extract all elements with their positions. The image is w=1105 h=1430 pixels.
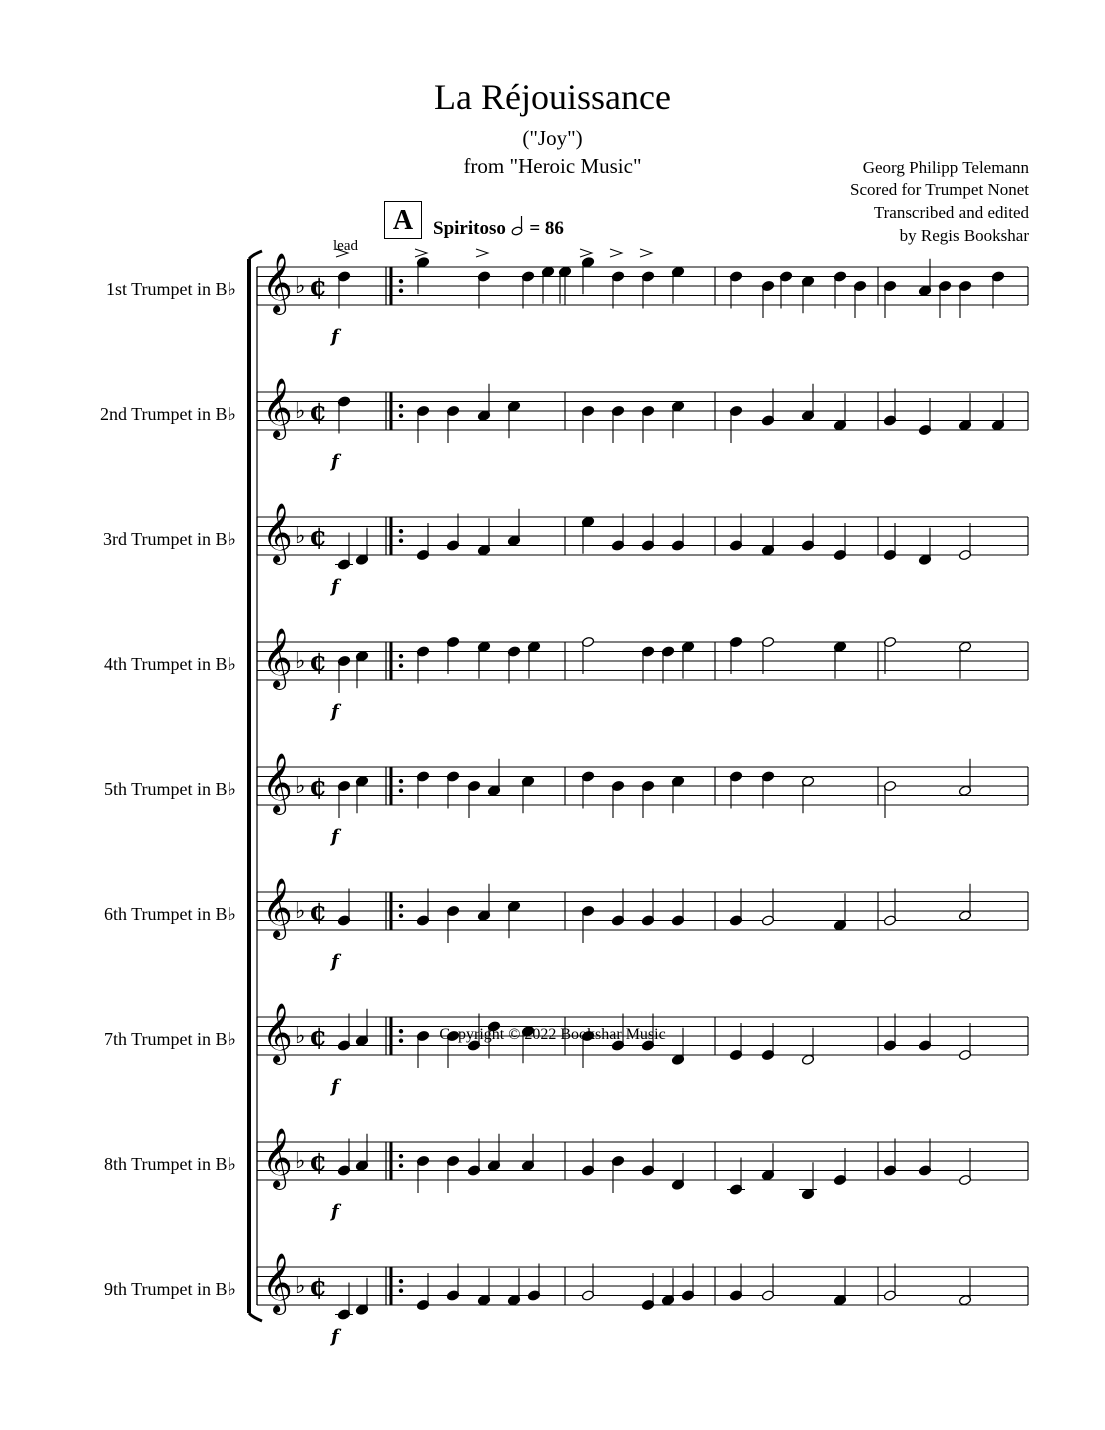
note	[958, 1268, 971, 1306]
key-flat-icon: ♭	[295, 649, 306, 674]
note	[918, 528, 931, 566]
note	[958, 523, 971, 561]
score-subtitle: ("Joy")	[522, 126, 583, 150]
note	[521, 1134, 534, 1172]
note	[641, 405, 654, 443]
note	[611, 271, 624, 309]
note	[883, 1139, 896, 1177]
accent-mark	[476, 249, 488, 257]
note	[833, 1148, 846, 1186]
note	[761, 1143, 774, 1181]
dynamic-marking: f	[331, 826, 339, 847]
instrument-label-1: 1st Trumpet in B♭	[105, 279, 236, 299]
transcriber-line-1: Transcribed and edited	[873, 203, 1029, 222]
note	[416, 889, 429, 927]
composer: Georg Philipp Telemann	[862, 158, 1029, 177]
note	[681, 641, 694, 679]
repeat-dot	[399, 654, 403, 658]
note	[446, 905, 459, 943]
cut-time-icon: ¢	[309, 1272, 328, 1302]
note	[581, 771, 594, 809]
note	[958, 759, 971, 797]
accent-mark	[580, 249, 592, 257]
instrument-label-2: 2nd Trumpet in B♭	[99, 404, 236, 424]
repeat-dot	[399, 779, 403, 783]
note	[487, 759, 500, 797]
note	[337, 889, 350, 927]
key-flat-icon: ♭	[295, 399, 306, 424]
repeat-dot	[399, 1289, 403, 1293]
note	[416, 771, 429, 809]
staff-9	[257, 1253, 1028, 1347]
score-title: La Réjouissance	[434, 77, 671, 117]
note	[991, 393, 1004, 431]
rehearsal-mark: A	[384, 201, 422, 239]
note	[507, 901, 520, 939]
repeat-dot	[399, 529, 403, 533]
note	[446, 636, 459, 674]
note	[729, 514, 742, 552]
note	[467, 1139, 480, 1177]
instrument-label-6: 6th Trumpet in B♭	[103, 904, 236, 924]
note	[661, 1268, 674, 1306]
dynamic-marking: f	[331, 326, 339, 347]
note	[355, 528, 368, 566]
note	[729, 636, 742, 674]
note	[477, 518, 490, 556]
staff-3	[257, 503, 1028, 597]
note	[355, 651, 368, 689]
staff-8	[257, 1128, 1028, 1222]
note	[833, 271, 846, 309]
note	[761, 889, 774, 927]
note	[581, 257, 594, 295]
treble-clef-icon: 𝄞	[262, 1253, 293, 1313]
note	[581, 636, 594, 674]
note	[958, 280, 971, 318]
instrument-label-7: 7th Trumpet in B♭	[103, 1029, 236, 1049]
note	[446, 514, 459, 552]
note	[446, 771, 459, 809]
repeat-dot	[399, 789, 403, 793]
cut-time-icon: ¢	[309, 647, 328, 677]
staff-6	[257, 878, 1028, 972]
note	[581, 905, 594, 943]
cut-time-icon: ¢	[309, 772, 328, 802]
note	[761, 771, 774, 809]
accent-mark	[336, 249, 348, 257]
note	[671, 401, 684, 439]
note	[958, 884, 971, 922]
note	[416, 1273, 429, 1311]
note	[729, 889, 742, 927]
note	[521, 776, 534, 814]
note	[671, 266, 684, 304]
note	[958, 1148, 971, 1186]
note	[883, 280, 896, 318]
note	[883, 523, 896, 561]
note	[477, 884, 490, 922]
treble-clef-icon: 𝄞	[262, 1128, 293, 1188]
cut-time-icon: ¢	[309, 522, 328, 552]
note	[477, 384, 490, 422]
note	[477, 641, 490, 679]
repeat-dot	[399, 289, 403, 293]
note	[671, 776, 684, 814]
note	[337, 780, 350, 818]
instrument-label-8: 8th Trumpet in B♭	[103, 1154, 236, 1174]
note	[446, 405, 459, 443]
note	[581, 1264, 594, 1302]
note	[337, 271, 350, 309]
note	[337, 655, 350, 693]
transcriber-line-2: by Regis Bookshar	[899, 226, 1029, 245]
note	[641, 1273, 654, 1311]
note	[581, 405, 594, 443]
note	[416, 646, 429, 684]
note	[416, 405, 429, 443]
note	[641, 271, 654, 309]
dynamic-marking: f	[331, 1326, 339, 1347]
copyright: Copyright © 2022 Bookshar Music	[439, 1026, 666, 1043]
key-flat-icon: ♭	[295, 274, 306, 299]
cut-time-icon: ¢	[309, 897, 328, 927]
treble-clef-icon: 𝄞	[262, 378, 293, 438]
staff-5	[257, 753, 1028, 847]
note	[611, 780, 624, 818]
repeat-dot	[399, 1154, 403, 1158]
note	[801, 776, 814, 814]
note	[335, 1283, 353, 1321]
key-flat-icon: ♭	[295, 1149, 306, 1174]
instrument-label-3: 3rd Trumpet in B♭	[102, 529, 236, 549]
note	[958, 393, 971, 431]
note	[335, 533, 353, 571]
note	[487, 1134, 500, 1172]
note	[661, 646, 674, 684]
note	[671, 889, 684, 927]
key-flat-icon: ♭	[295, 524, 306, 549]
note	[761, 518, 774, 556]
note	[799, 1162, 817, 1200]
repeat-dot	[399, 414, 403, 418]
note	[355, 1278, 368, 1316]
note	[991, 271, 1004, 309]
note	[958, 641, 971, 679]
note	[883, 780, 896, 818]
note	[729, 1264, 742, 1302]
note	[729, 771, 742, 809]
note	[727, 1158, 745, 1196]
note	[671, 514, 684, 552]
note	[507, 1268, 520, 1306]
treble-clef-icon: 𝄞	[262, 253, 293, 313]
repeat-dot	[399, 539, 403, 543]
note	[729, 405, 742, 443]
note	[477, 271, 490, 309]
note	[918, 259, 931, 297]
instrument-label-4: 4th Trumpet in B♭	[103, 654, 236, 674]
note	[801, 384, 814, 422]
note	[477, 1268, 490, 1306]
key-flat-icon: ♭	[295, 774, 306, 799]
note	[611, 405, 624, 443]
instrument-label-5: 5th Trumpet in B♭	[103, 779, 236, 799]
key-flat-icon: ♭	[295, 899, 306, 924]
note	[671, 1153, 684, 1191]
note	[521, 271, 534, 309]
note	[883, 636, 896, 674]
repeat-dot	[399, 1279, 403, 1283]
note	[938, 280, 951, 318]
note	[801, 514, 814, 552]
note	[641, 1139, 654, 1177]
note	[337, 1139, 350, 1177]
repeat-dot	[399, 404, 403, 408]
note	[581, 1139, 594, 1177]
note	[611, 1155, 624, 1193]
lead-direction: lead	[333, 238, 358, 254]
treble-clef-icon: 𝄞	[262, 753, 293, 813]
note	[729, 271, 742, 309]
scoring-note: Scored for Trumpet Nonet	[850, 180, 1029, 199]
note	[918, 398, 931, 436]
note	[833, 1268, 846, 1306]
note	[611, 514, 624, 552]
note	[446, 1155, 459, 1193]
cut-time-icon: ¢	[309, 272, 328, 302]
cut-time-icon: ¢	[309, 397, 328, 427]
staff-2	[257, 378, 1028, 472]
note	[779, 271, 792, 309]
note	[507, 401, 520, 439]
key-flat-icon: ♭	[295, 1024, 306, 1049]
treble-clef-icon: 𝄞	[262, 503, 293, 563]
repeat-dot	[399, 664, 403, 668]
note	[641, 780, 654, 818]
accent-mark	[640, 249, 652, 257]
note	[416, 257, 429, 295]
note	[581, 516, 594, 554]
accent-mark	[610, 249, 622, 257]
note	[641, 889, 654, 927]
note	[641, 646, 654, 684]
note	[761, 1264, 774, 1302]
cut-time-icon: ¢	[309, 1022, 328, 1052]
note	[507, 509, 520, 547]
note	[918, 1139, 931, 1177]
note	[761, 389, 774, 427]
note	[833, 523, 846, 561]
note	[467, 780, 480, 818]
staff-4	[257, 628, 1028, 722]
note	[527, 641, 540, 679]
cut-time-icon: ¢	[309, 1147, 328, 1177]
key-flat-icon: ♭	[295, 1274, 306, 1299]
accent-mark	[415, 249, 427, 257]
repeat-dot	[399, 279, 403, 283]
note	[681, 1264, 694, 1302]
dynamic-marking: f	[331, 451, 339, 472]
score-source: from "Heroic Music"	[463, 154, 642, 178]
instrument-label-9: 9th Trumpet in B♭	[103, 1279, 236, 1299]
note	[883, 1264, 896, 1302]
tempo-text: Spiritoso	[433, 218, 506, 239]
treble-clef-icon: 𝄞	[262, 878, 293, 938]
note	[833, 393, 846, 431]
dynamic-marking: f	[331, 1201, 339, 1222]
note	[446, 1264, 459, 1302]
note	[883, 889, 896, 927]
treble-clef-icon: 𝄞	[262, 628, 293, 688]
note	[507, 646, 520, 684]
dynamic-marking: f	[331, 576, 339, 597]
dynamic-marking: f	[331, 951, 339, 972]
repeat-dot	[399, 904, 403, 908]
note	[801, 276, 814, 314]
note	[761, 280, 774, 318]
note	[883, 389, 896, 427]
note	[355, 776, 368, 814]
repeat-dot	[399, 914, 403, 918]
note	[611, 889, 624, 927]
dynamic-marking: f	[331, 701, 339, 722]
treble-clef-icon: 𝄞	[262, 1003, 293, 1063]
dynamic-marking: f	[331, 1076, 339, 1097]
note	[337, 396, 350, 434]
staff-1	[257, 249, 1028, 347]
note	[833, 641, 846, 679]
note	[761, 636, 774, 674]
note	[541, 266, 554, 304]
note	[853, 280, 866, 318]
note	[833, 893, 846, 931]
tempo-bpm: = 86	[529, 218, 564, 239]
note	[355, 1134, 368, 1172]
staff-7	[257, 1003, 1028, 1097]
note	[416, 523, 429, 561]
repeat-dot	[399, 1164, 403, 1168]
note	[641, 514, 654, 552]
note	[527, 1264, 540, 1302]
note	[416, 1155, 429, 1193]
